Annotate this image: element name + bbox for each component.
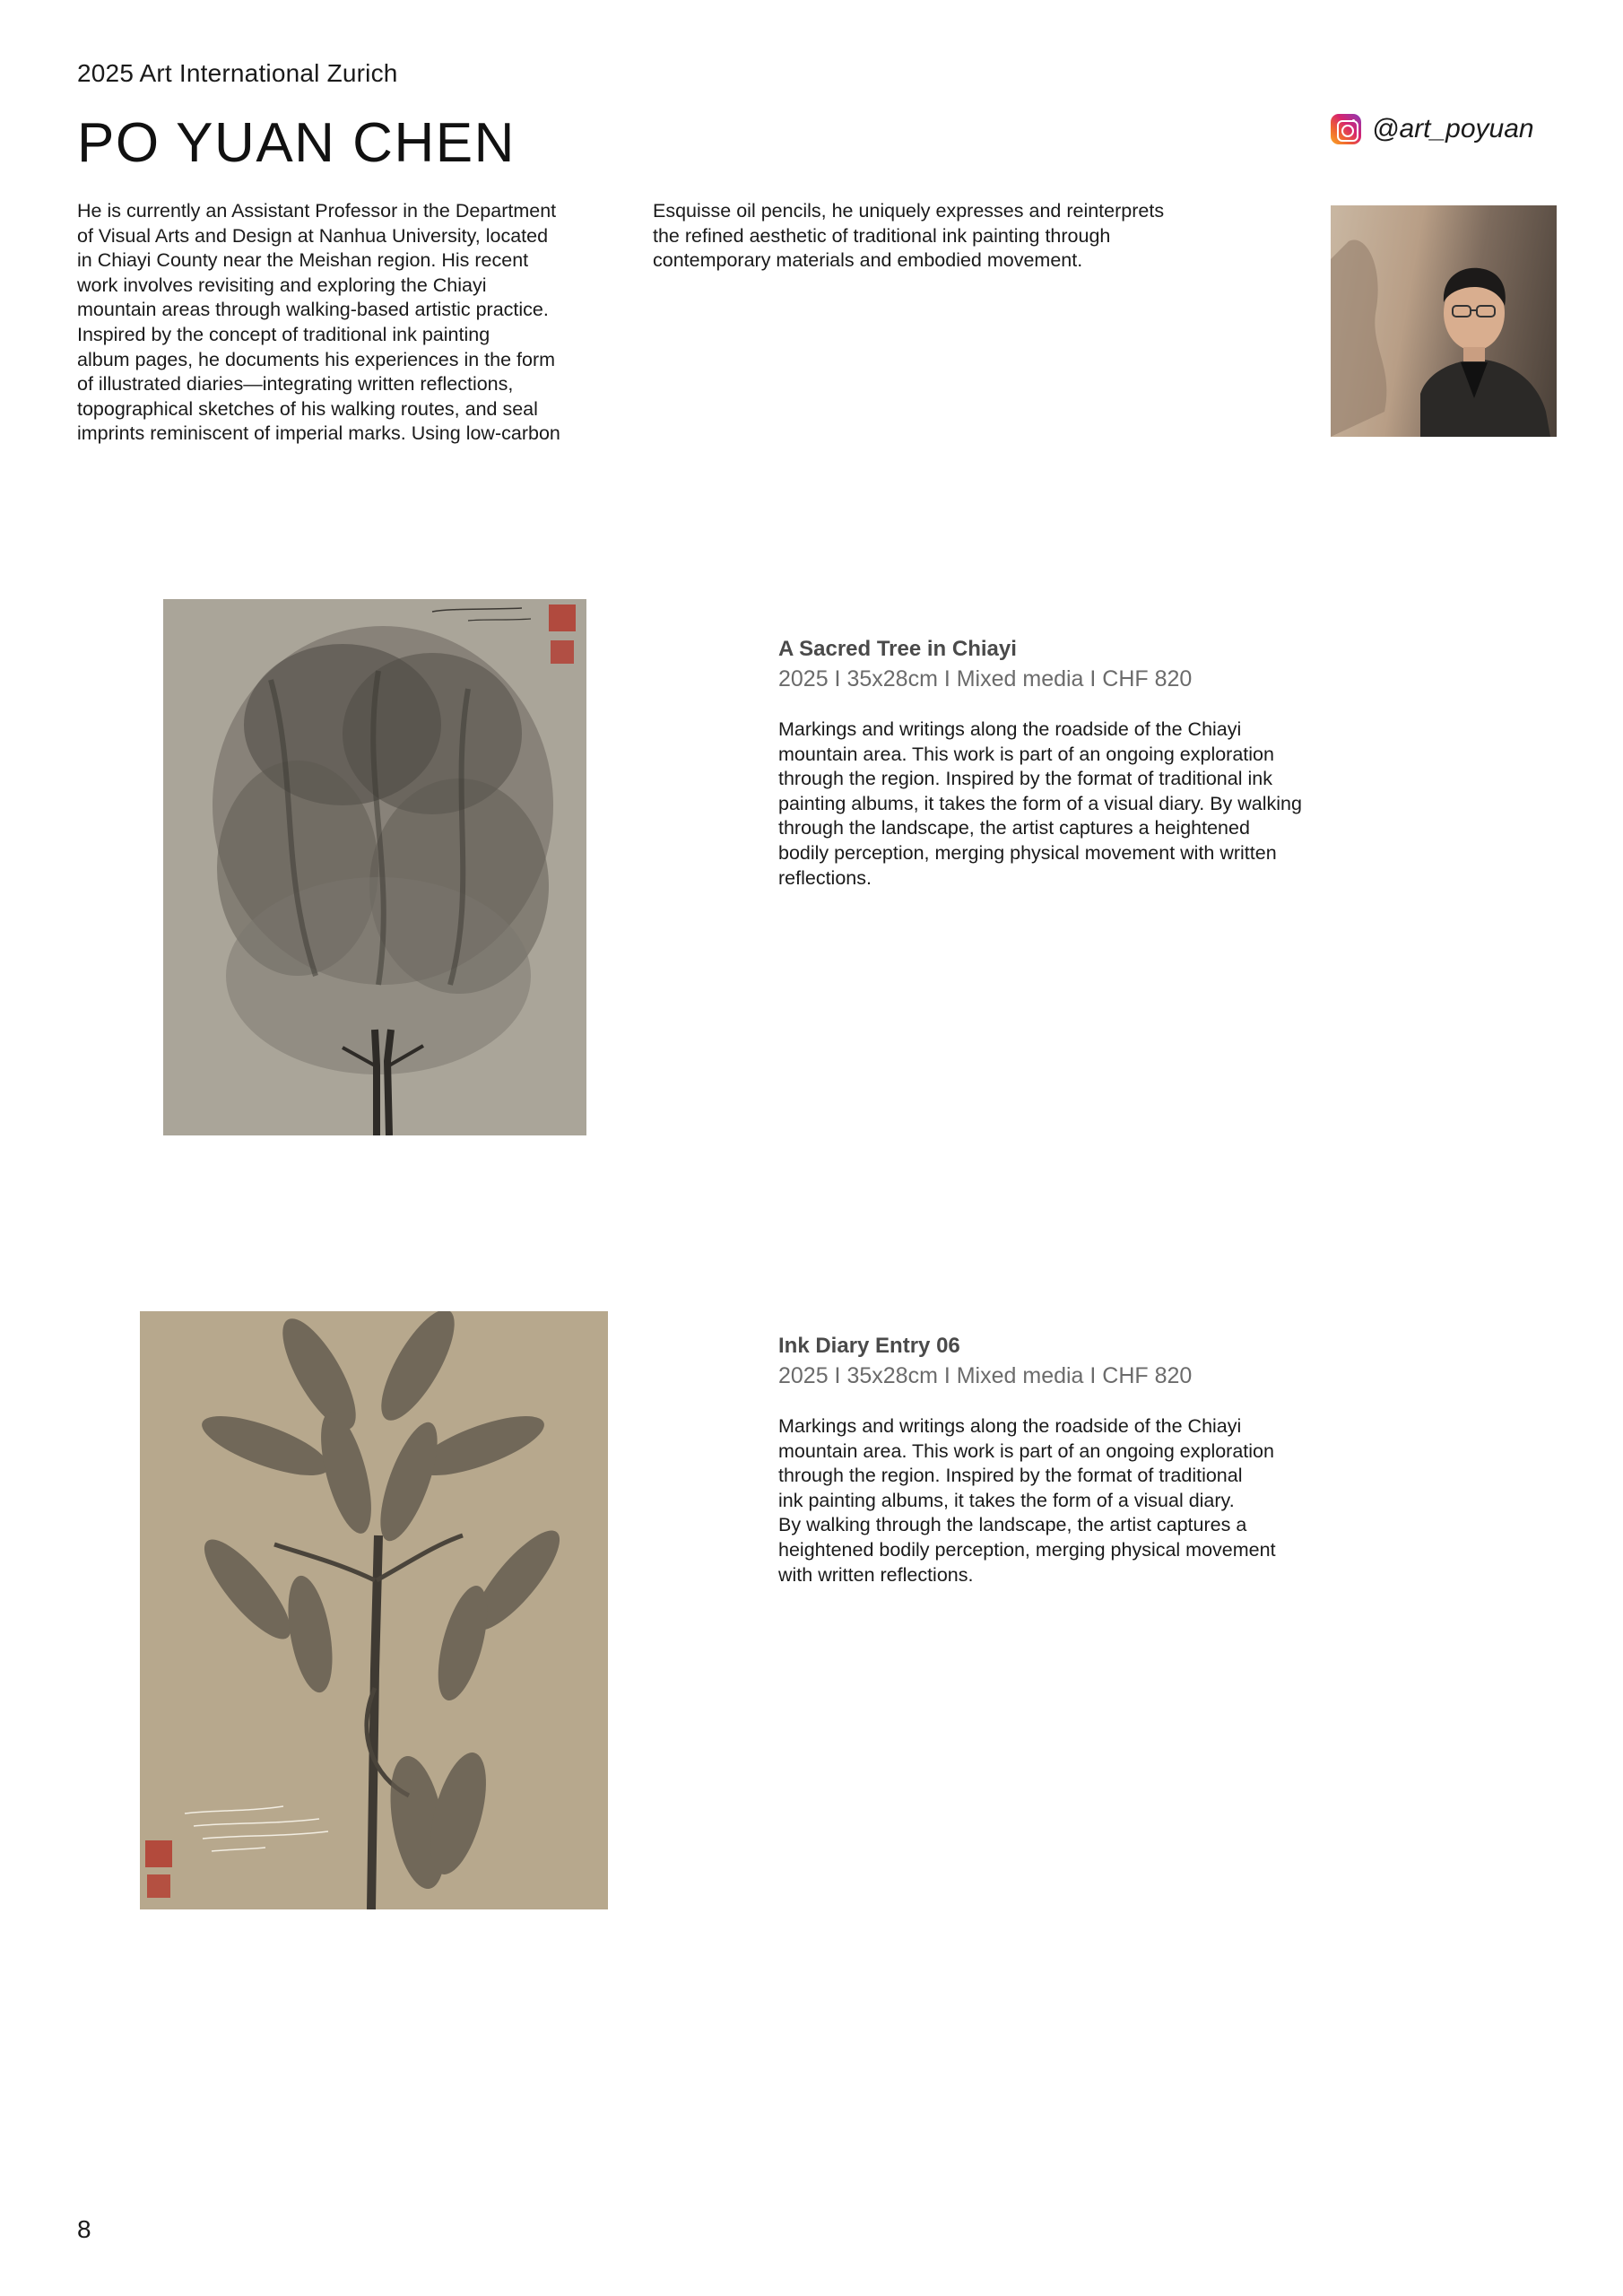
page-number: 8	[77, 2215, 91, 2243]
description-line: bodily perception, merging physical movement with written	[778, 841, 1277, 864]
bio-line: the refined aesthetic of traditional ink painting through	[653, 224, 1111, 247]
instagram-icon	[1331, 114, 1361, 144]
tree-illustration	[163, 599, 586, 1135]
description-line: reflections.	[778, 866, 872, 889]
bio-line: of Visual Arts and Design at Nanhua University, located	[77, 224, 549, 247]
work-title: Ink Diary Entry 06	[778, 1334, 960, 1358]
instagram-link[interactable]	[1331, 114, 1534, 144]
bio-line: work involves revisiting and exploring the Chiayi	[77, 274, 487, 296]
bio-column-1	[77, 199, 615, 447]
work-description	[778, 1414, 1352, 1587]
description-line: painting albums, it takes the form of a visual diary. By walking	[778, 792, 1302, 814]
description-line: Markings and writings along the roadside of the Chiayi	[778, 718, 1242, 740]
bio-line: in Chiayi County near the Meishan region. His recent	[77, 249, 529, 272]
work-meta: 2025 I 35x28cm I Mixed media I CHF 820	[778, 666, 1193, 691]
bio-line: contemporary materials and embodied movement.	[653, 249, 1083, 272]
bio-line: topographical sketches of his walking routes, and seal	[77, 397, 538, 420]
work-meta: 2025 I 35x28cm I Mixed media I CHF 820	[778, 1363, 1193, 1388]
description-line: ink painting albums, it takes the form of a visual diary.	[778, 1489, 1235, 1511]
description-line: heightened bodily perception, merging physical movement	[778, 1538, 1276, 1561]
description-line: with written reflections.	[778, 1563, 974, 1586]
event-title: 2025 Art International Zurich	[77, 59, 398, 87]
bio-column-2	[653, 199, 1227, 274]
plant-illustration	[140, 1311, 608, 1909]
instagram-handle: @art_poyuan	[1372, 114, 1534, 144]
description-line: through the region. Inspired by the format of traditional	[778, 1465, 1243, 1487]
bio-line: album pages, he documents his experiences in the form	[77, 348, 556, 370]
artwork-ink-diary	[140, 1311, 608, 1909]
artist-name: PO YUAN CHEN	[77, 112, 516, 174]
description-line: By walking through the landscape, the artist captures a	[778, 1514, 1247, 1536]
work-description	[778, 718, 1352, 891]
work-title: A Sacred Tree in Chiayi	[778, 637, 1017, 661]
description-line: mountain area. This work is part of an ongoing exploration	[778, 1439, 1274, 1462]
description-line: Markings and writings along the roadside of the Chiayi	[778, 1415, 1242, 1437]
description-line: mountain area. This work is part of an ongoing exploration	[778, 743, 1274, 765]
bio-line: Inspired by the concept of traditional ink painting	[77, 323, 490, 345]
description-line: through the landscape, the artist captures a heightened	[778, 817, 1250, 839]
bio-line: Esquisse oil pencils, he uniquely expresses and reinterprets	[653, 200, 1165, 222]
description-line: through the region. Inspired by the format of traditional ink	[778, 768, 1272, 790]
portrait-illustration	[1331, 205, 1557, 437]
artwork-sacred-tree	[163, 599, 586, 1135]
bio-line: He is currently an Assistant Professor in the Department	[77, 200, 557, 222]
artist-portrait	[1331, 205, 1557, 437]
bio-line: mountain areas through walking-based artistic practice.	[77, 299, 549, 321]
bio-line: of illustrated diaries—integrating written reflections,	[77, 373, 514, 396]
bio-line: imprints reminiscent of imperial marks. Using low-carbon	[77, 422, 560, 445]
